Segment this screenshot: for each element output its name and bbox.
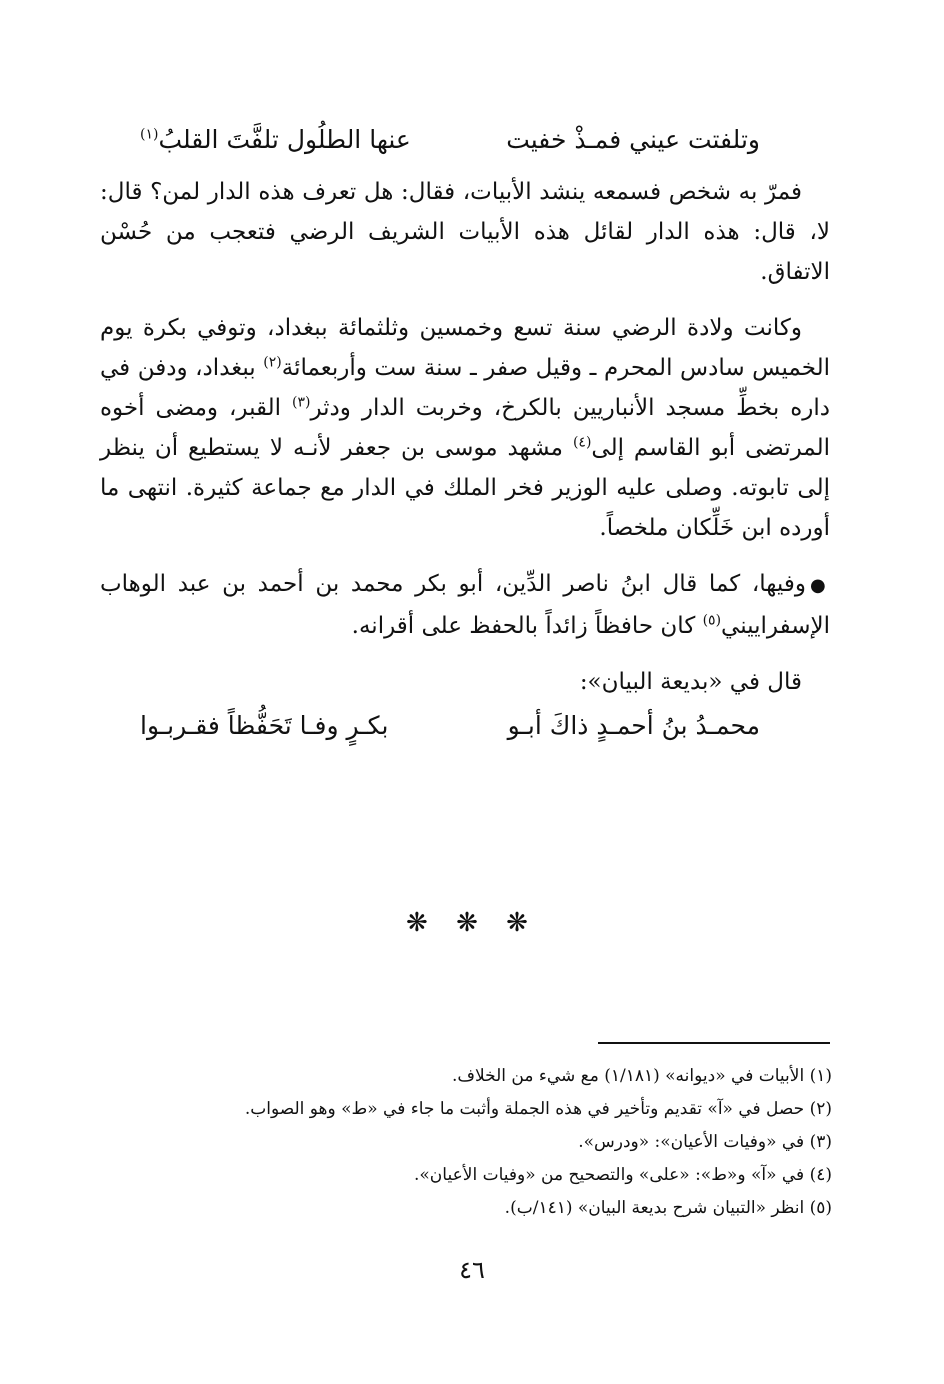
- verse-couplet-1: [100, 120, 830, 160]
- footnote-ref-2: (٢): [263, 354, 282, 371]
- footnote-2: (٢) حصل في «آ» تقديم وتأخير في هذه الجملة وأثبت ما جاء في «ط» وهو الصواب.: [244, 1099, 832, 1119]
- paragraph-2-text-c: القبر، ومضى أخوه المرتضى أبو القاسم إلى: [100, 395, 830, 461]
- paragraph-3: [100, 564, 830, 646]
- page-body: [100, 120, 830, 758]
- footnote-4: (٤) في «آ» و«ط»: «على» والتصحيح من «وفيات الأعيان».: [414, 1165, 832, 1185]
- footnotes: [112, 1060, 832, 1225]
- page-number: ٤٦: [459, 1256, 485, 1284]
- footnote-ref-1: (١): [140, 126, 159, 143]
- footnote-ref-3: (٣): [292, 394, 311, 411]
- verse-2-second-hemistich: بكـرٍ وفـا تَحَفُّظاً فقـربـوا: [140, 711, 389, 740]
- footnote-rule: [598, 1042, 830, 1044]
- verse-1-first-hemistich: وتلفتت عيني فمـذْ خفيت: [506, 125, 760, 154]
- paragraph-2: [100, 308, 830, 548]
- verse-intro: قال في «بديعة البيان»:: [579, 669, 802, 695]
- verse-couplet-2: [100, 706, 830, 746]
- section-divider-stars: ❋ ❋ ❋: [406, 908, 538, 938]
- verse-1-second-hemistich: [140, 120, 411, 160]
- footnote-ref-4: (٤): [572, 434, 592, 451]
- paragraph-3-text-b: كان حافظاً زائداً بالحفظ على أقرانه.: [351, 613, 703, 639]
- footnote-1: (١) الأبيات في «ديوانه» (١/١٨١) مع شيء من الخلاف.: [451, 1066, 832, 1086]
- paragraph-2-text-a: وكانت ولادة الرضي سنة تسع وخمسين وثلثمائة ببغداد، وتوفي بكرة يوم الخميس سادس المحرم ـ وقيل صفر ـ سنة ست وأربعمائة: [100, 315, 830, 381]
- paragraph-2-text-b: ببغداد، ودفن في داره بخطِّ مسجد الأنباريين بالكرخ، وخربت الدار ودثر: [100, 355, 830, 421]
- paragraph-1: فمرّ به شخص فسمعه ينشد الأبيات، فقال: هل تعرف هذه الدار لمن؟ قال: لا، قال: هذه الدار لقائل هذه الأبيات الشريف الرضي فتعجب من حُسْن الاتفاق.: [100, 179, 830, 285]
- verse-1-second-text: عنها الطلُول تلفَّتَ القلبُ: [158, 125, 411, 154]
- footnote-5: (٥) انظر «التبيان شرح بديعة البيان» (١٤١/ب).: [504, 1198, 832, 1218]
- verse-2-first-hemistich: محمـدُ بنُ أحمـدٍ ذاكَ أبـو: [507, 711, 760, 740]
- paragraph-2-text-d: مشهد موسى بن جعفر لأنـه لا يستطيع أن ينظر إلى تابوته. وصلى عليه الوزير فخر الملك في الدار مع جماعة كثيرة. انتهى ما أورده ابن خَلِّكان ملخصاً.: [100, 435, 830, 541]
- footnote-3: (٣) في «وفيات الأعيان»: «ودرس».: [578, 1132, 832, 1152]
- bullet-icon: ●: [809, 575, 830, 596]
- footnote-ref-5: (٥): [702, 612, 722, 629]
- paragraph-3-text-a: وفيها، كما قال ابنُ ناصر الدِّين، أبو بكر محمد بن أحمد بن عبد الوهاب الإسفراييني: [100, 571, 830, 639]
